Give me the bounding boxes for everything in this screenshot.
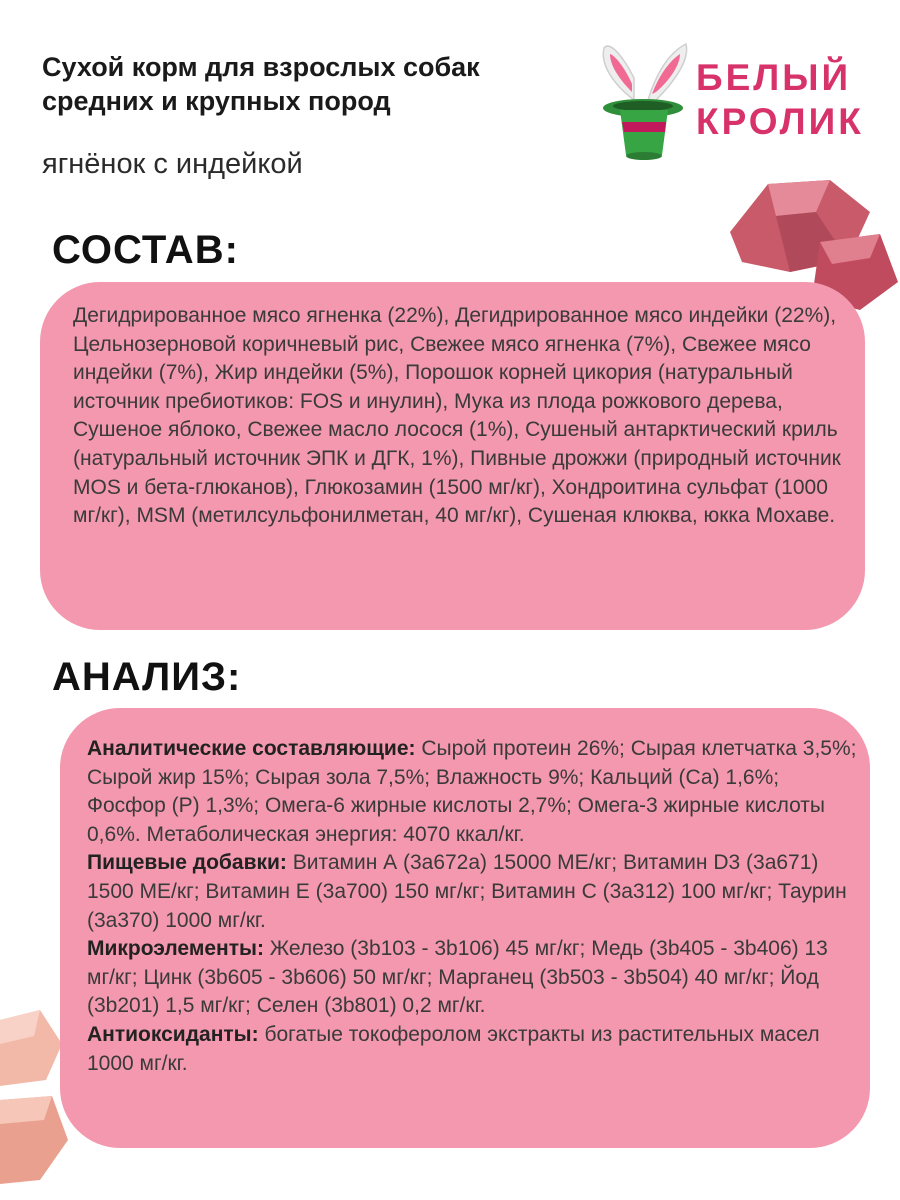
- antiox-text: богатые токоферолом экстракты из растительных масел 1000 мг/кг.: [87, 1022, 820, 1075]
- analysis-card: [60, 708, 870, 1148]
- brand-logo: [596, 30, 876, 165]
- analysis-heading: АНАЛИЗ:: [52, 655, 242, 699]
- product-title-line1: Сухой корм для взрослых собак: [42, 52, 480, 82]
- composition-card: [40, 282, 865, 630]
- analytical-components: [87, 735, 857, 849]
- logo-text-line2: КРОЛИК: [696, 101, 864, 142]
- composition-heading: СОСТАВ:: [52, 228, 239, 272]
- additives-label: Пищевые добавки:: [87, 851, 287, 875]
- food-additives: [87, 849, 857, 935]
- analytical-label: Аналитические составляющие:: [87, 737, 416, 760]
- additives-text: Витамин А (3а672а) 15000 МЕ/кг; Витамин D3 (3а671) 1500 МЕ/кг; Витамин Е (3а700) 150 мг/кг; Витамин С (3а312) 100 мг/кг; Таурин (3а370) 1000 мг/кг.: [87, 851, 847, 932]
- trace-text: Железо (3b103 - 3b106) 45 мг/кг; Медь (3b405 - 3b406) 13 мг/кг; Цинк (3b605 - 3b606) 50 мг/кг; Марганец (3b503 - 3b504) 40 мг/кг; Йод (3b201) 1,5 мг/кг; Селен (3b801) 0,2 мг/кг.: [87, 937, 828, 1018]
- trace-label: Микроэлементы:: [87, 937, 264, 961]
- trace-elements: [87, 935, 857, 1021]
- antioxidants: [87, 1021, 857, 1078]
- analytical-text: Сырой протеин 26%; Сырая клетчатка 3,5%; Сырой жир 15%; Сырая зола 7,5%; Влажность 9%; Кальций (Са) 1,6%; Фосфор (Р) 1,3%; Омега-6 жирные кислоты 2,7%; Омега-3 жирные кислоты 0,6%. Метаболическая энергия: 4070 ккал/кг.: [87, 737, 857, 846]
- product-flavor: ягнёнок с индейкой: [42, 148, 303, 180]
- composition-text: Дегидрированное мясо ягненка (22%), Дегидрированное мясо индейки (22%), Цельнозерновой коричневый рис, Свежее мясо ягненка (7%), Свежее мясо индейки (7%), Жир индейки (5%), Порошок корней цикория (натуральный источник пребиотиков: FOS и инулин), Мука из плода рожкового дерева, Сушеное яблоко, Свежее масло лосося (1%), Сушеный антарктический криль (натуральный источник ЭПК и ДГК, 1%), Пивные дрожжи (природный источник MOS и бета-глюканов), Глюкозамин (1500 мг/кг), Хондроитина сульфат (1000 мг/кг), MSM (метилсульфонилметан, 40 мг/кг), Сушеная клюква, юкка Мохаве.: [73, 304, 841, 528]
- antiox-label: Антиоксиданты:: [87, 1022, 259, 1046]
- rabbit-hat-icon: [596, 30, 691, 165]
- product-title-line2: средних и крупных пород: [42, 86, 391, 116]
- logo-text-line1: БЕЛЫЙ: [696, 57, 852, 98]
- product-title: [42, 50, 480, 118]
